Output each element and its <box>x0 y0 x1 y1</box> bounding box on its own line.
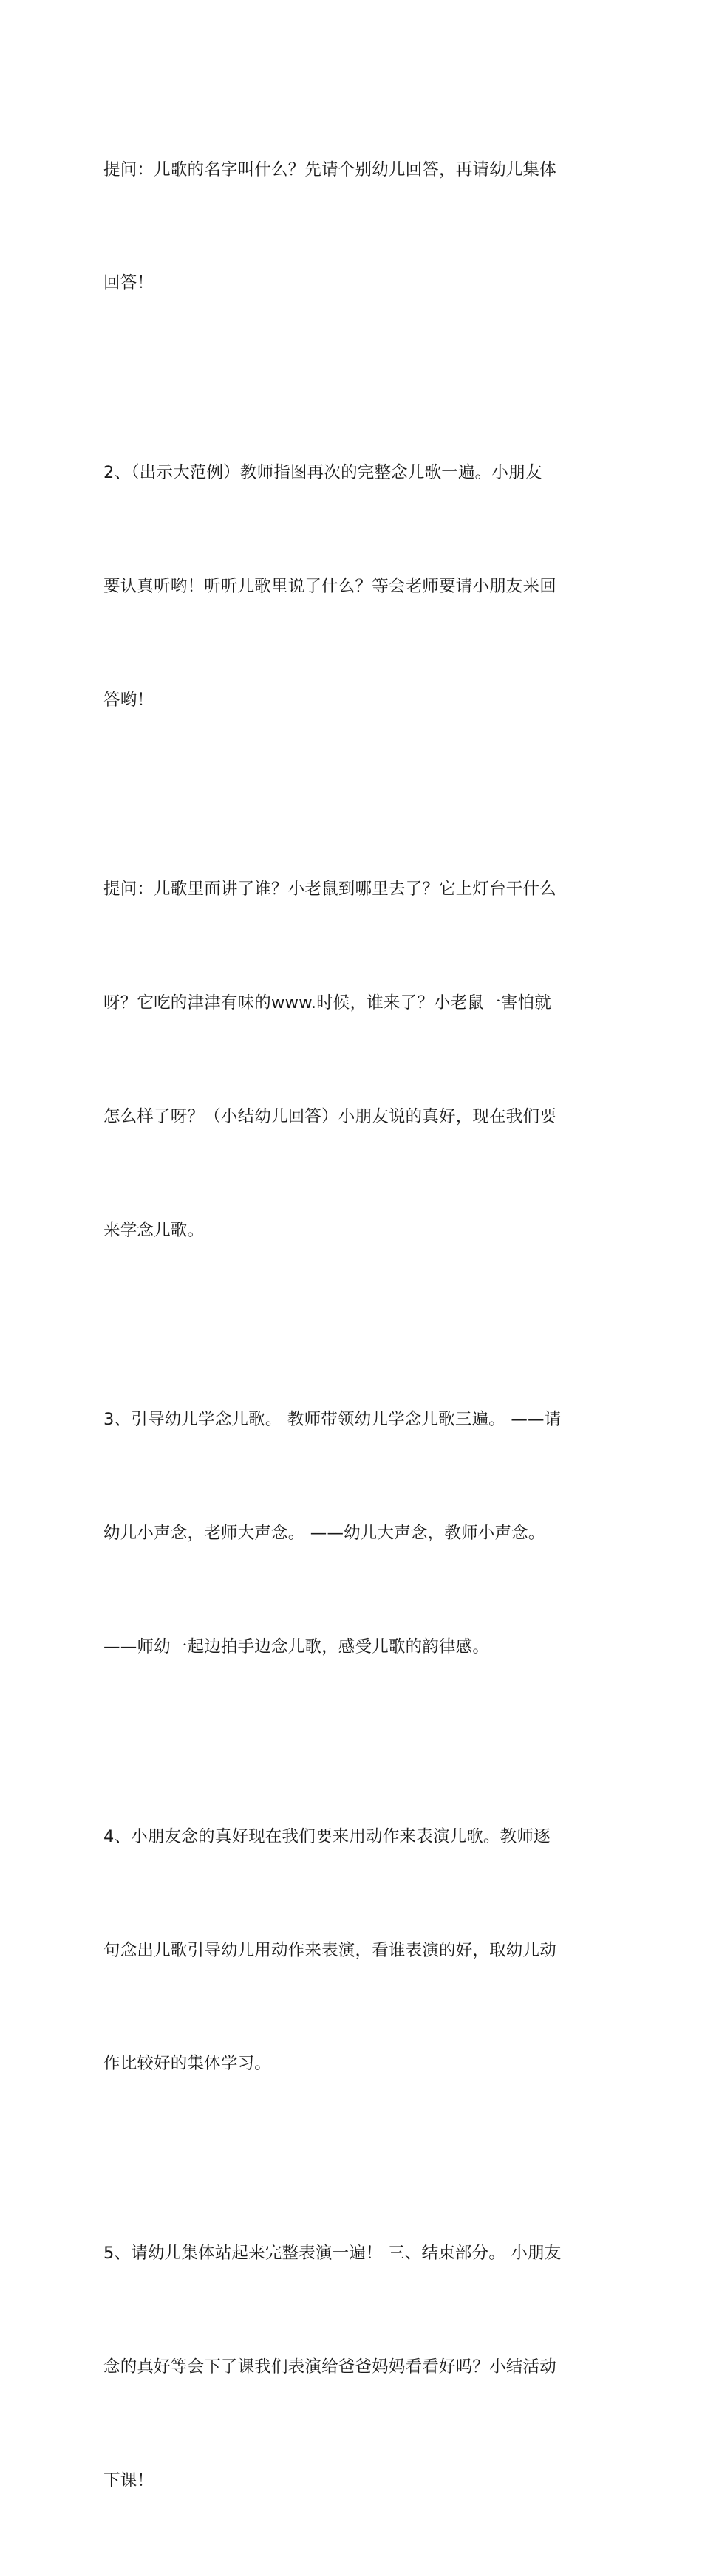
text-line: 回答！ <box>103 273 154 293</box>
text-line: 4、小朋友念的真好现在我们要来用动作来表演儿歌。教师逐 <box>103 1826 551 1846</box>
text-line: 怎么样了呀？（小结幼儿回答）小朋友说的真好，现在我们要 <box>103 1107 556 1127</box>
text-line: 提问：儿歌里面讲了谁？小老鼠到哪里去了？它上灯台干什么 <box>103 880 556 900</box>
text-line: 下课！ <box>103 2470 154 2490</box>
paragraph-question-song-name <box>103 75 606 378</box>
text-line: ——师幼一起边拍手边念儿歌，感受儿歌的韵律感。 <box>103 1637 490 1657</box>
text-line: 念的真好等会下了课我们表演给爸爸妈妈看看好吗？小结活动 <box>103 2357 556 2377</box>
paragraph-step-5 <box>103 2159 606 2575</box>
text-line: 提问：儿歌的名字叫什么？先请个别幼儿回答，再请幼儿集体 <box>103 160 556 179</box>
text-line: 呀？它吃的津津有味的www.时候，谁来了？小老鼠一害怕就 <box>103 993 551 1013</box>
document-body <box>103 75 606 2576</box>
text-line: 2、（出示大范例）教师指图再次的完整念儿歌一遍。小朋友 <box>103 462 542 482</box>
paragraph-step-4 <box>103 1742 606 2159</box>
text-line: 5、请幼儿集体站起来完整表演一遍！ 三、结束部分。 小朋友 <box>103 2243 562 2263</box>
paragraph-question-content <box>103 795 606 1326</box>
text-line: 句念出儿歌引导幼儿用动作来表演，看谁表演的好，取幼儿动 <box>103 1940 556 1960</box>
text-line: 答哟！ <box>103 690 154 710</box>
paragraph-step-2 <box>103 378 606 795</box>
text-line: 来学念儿歌。 <box>103 1220 205 1240</box>
text-line: 作比较好的集体学习。 <box>103 2054 272 2074</box>
text-line: 要认真听哟！听听儿歌里说了什么？等会老师要请小朋友来回 <box>103 576 556 596</box>
text-line: 幼儿小声念，老师大声念。 ——幼儿大声念，教师小声念。 <box>103 1524 545 1544</box>
text-line: 3、引导幼儿学念儿歌。 教师带领幼儿学念儿歌三遍。 ——请 <box>103 1410 562 1430</box>
paragraph-step-3 <box>103 1326 606 1742</box>
